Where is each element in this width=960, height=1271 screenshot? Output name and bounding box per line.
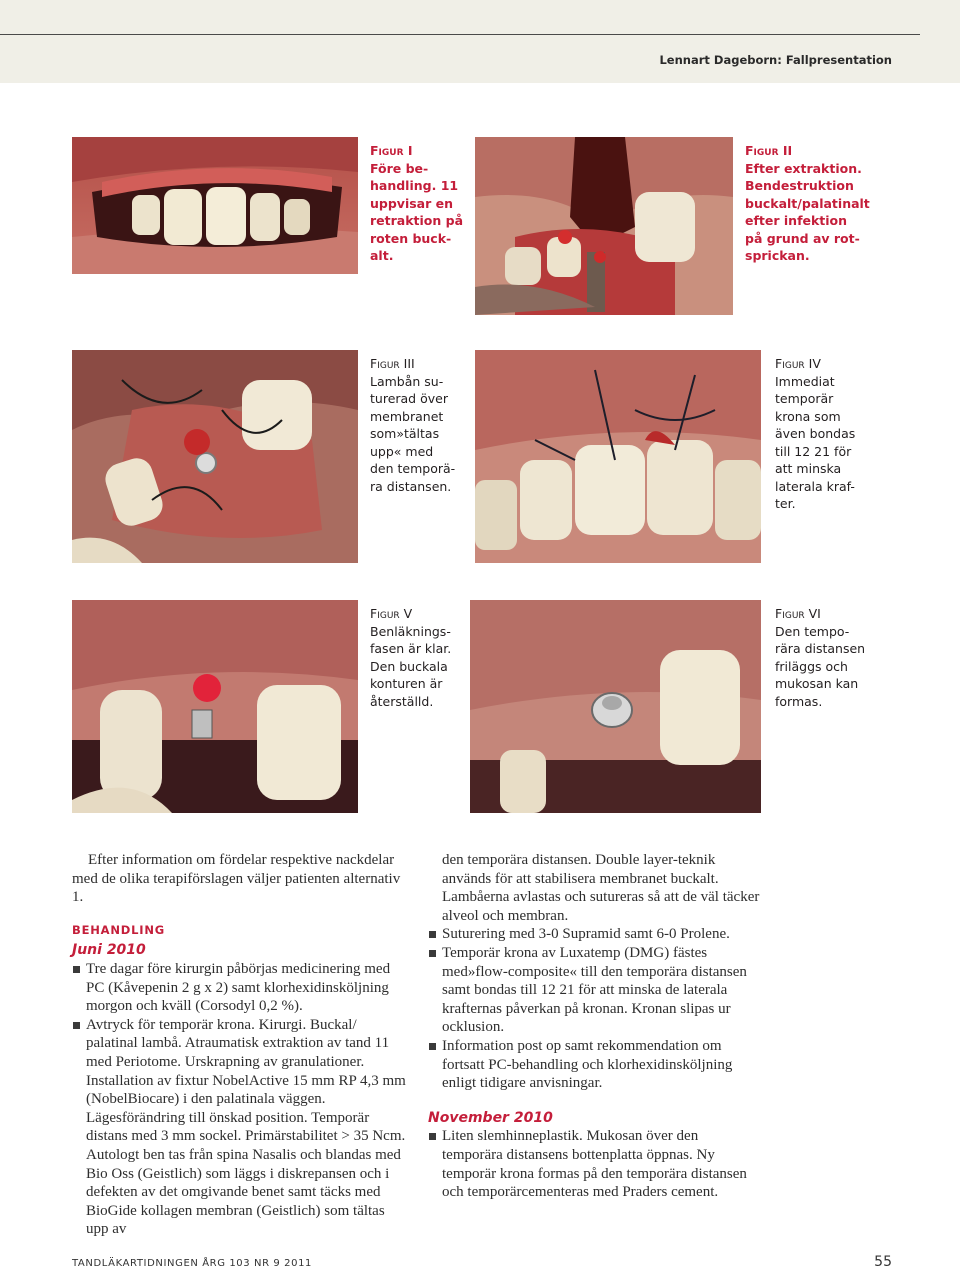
- date-heading-november: November 2010: [428, 1109, 553, 1126]
- figure-3-text: Lambån su- turerad över membranet som»tältas upp« med den temporä- ra distansen.: [370, 373, 456, 494]
- figure-1-number: Figur I: [370, 143, 413, 158]
- figure-2-caption: [745, 142, 885, 265]
- list-item: Liten slemhinneplastik. Mukosan över den temporära distansens bottenplatta öppnas. Ny temporär krona formas på den temporära distansen och temporärcementeras med Praders cement.: [428, 1127, 760, 1201]
- article-left-column: [72, 851, 406, 1239]
- figure-6-caption: [775, 605, 895, 710]
- section-heading: BEHANDLING: [72, 922, 165, 937]
- figure-3-number: Figur III: [370, 356, 415, 371]
- figure-3-photo: [72, 350, 358, 563]
- figure-5-photo: [72, 600, 358, 813]
- header-rule: [0, 34, 920, 35]
- list-item: Temporär krona av Luxatemp (DMG) fästes med»flow-composite« till den temporära distansen samt bondas till 12 21 för att minska de laterala krafternas påverkan på kronan. Kronan slipas ur ocklusion.: [428, 944, 760, 1037]
- figure-2-photo: [475, 137, 733, 315]
- figure-6-text: Den tempo- rära distansen friläggs och mukosan kan formas.: [775, 623, 866, 709]
- running-title: Lennart Dageborn: Fallpresentation: [659, 53, 892, 67]
- figure-2-number: Figur II: [745, 143, 793, 158]
- figure-4-number: Figur IV: [775, 356, 821, 371]
- figure-4-photo: [475, 350, 761, 563]
- figure-3-caption: [370, 355, 470, 495]
- figure-6-number: Figur VI: [775, 606, 821, 621]
- journal-footer: TANDLÄKARTIDNINGEN ÅRG 103 NR 9 2011: [72, 1258, 313, 1269]
- continuation-paragraph: den temporära distansen. Double layer-teknik används för att stabilisera membranet buckalt. Lambåerna avlastas och sutureras så att de väl täcker alveol och membran.: [442, 852, 760, 924]
- list-item: Information post op samt rekommendation om fortsatt PC-behandling och klorhexidinsköljning enligt tidigare anvisningar.: [428, 1037, 760, 1093]
- figure-6-photo: [470, 600, 761, 813]
- article-right-column: [428, 851, 760, 1202]
- figure-5-text: Benläknings- fasen är klar. Den buckala konturen är återställd.: [370, 623, 452, 709]
- figure-5-number: Figur V: [370, 606, 413, 621]
- list-item: Avtryck för temporär krona. Kirurgi. Buckal/ palatinal lambå. Atraumatisk extraktion av tand 11 med Periotome. Urskrapning av granulationer. Installation av fixtur NobelActive 15 mm RP 4,3 mm (NobelBiocare) i den palatinala väggen. Lägesförändring till önskad position. Temporär distans med 3 mm sockel. Primärstabilitet > 35 Ncm. Autologt ben tas från spina Nasalis och blandas med Bio Oss (Geistlich) som läggs i diskrepansen och i defekten av det omgivande benet samt täcks med BioGide kollagen membran (Geistlich) som tältas upp av: [72, 1016, 406, 1239]
- list-item: Suturering med 3-0 Supramid samt 6-0 Prolene.: [428, 925, 760, 944]
- figure-1-text: Före be- handling. 11 uppvisar en retraktion på roten buck- alt.: [370, 160, 464, 263]
- intro-paragraph: Efter information om fördelar respektive nackdelar med de olika terapiförslagen väljer patienten alternativ 1.: [72, 852, 401, 906]
- figure-5-caption: [370, 605, 470, 710]
- date-heading-june: Juni 2010: [72, 942, 146, 959]
- list-item: Tre dagar före kirurgin påbörjas medicinering med PC (Kåvepenin 2 g x 2) samt klorhexidinsköljning morgon och kväll (Corsodyl 0,2 %).: [72, 960, 406, 1016]
- page-number: 55: [874, 1254, 892, 1270]
- figure-4-caption: [775, 355, 885, 513]
- figure-2-text: Efter extraktion. Bendestruktion buckalt/palatinalt efter infektion på grund av rot- sprickan.: [745, 160, 870, 263]
- figure-4-text: Immediat temporär krona som även bondas till 12 21 för att minska laterala kraf- ter.: [775, 373, 856, 511]
- header-band: [0, 0, 960, 83]
- figure-1-caption: [370, 142, 470, 265]
- figure-1-photo: [72, 137, 358, 274]
